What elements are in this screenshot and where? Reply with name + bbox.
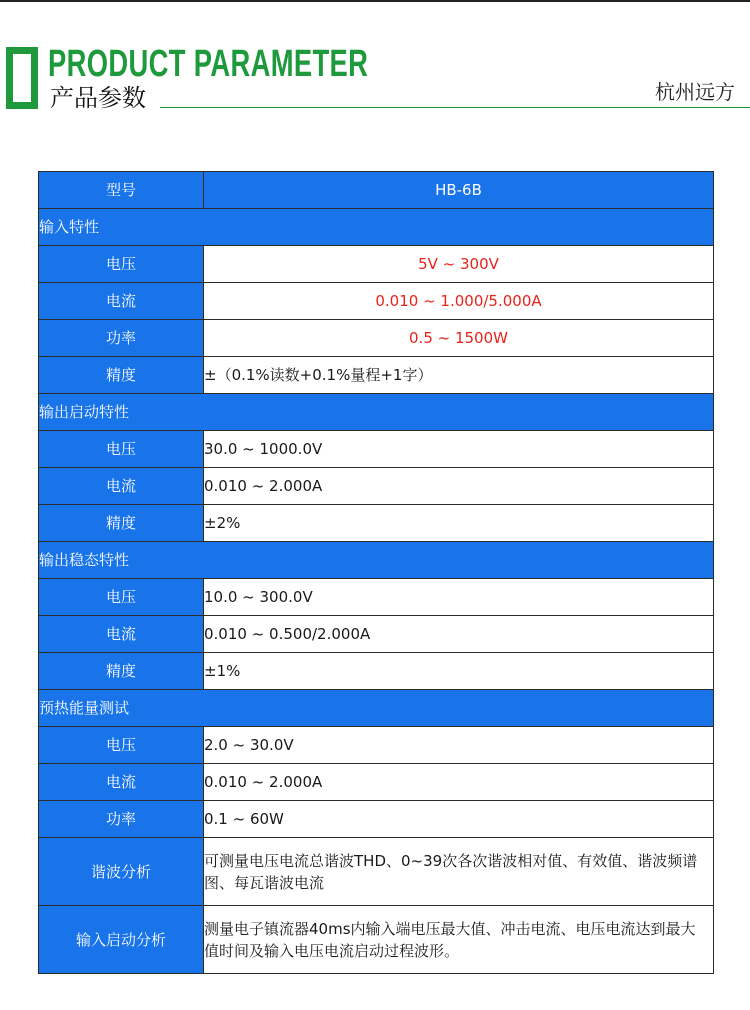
section-title-output-start: 输出启动特性 [39,394,714,431]
row-value: 0.010 ~ 1.000/5.000A [204,283,714,320]
model-value: HB-6B [204,172,714,209]
section-row-output-start [39,394,714,431]
row-value: 0.010 ~ 0.500/2.000A [204,616,714,653]
row-value: 0.010 ~ 2.000A [204,468,714,505]
row-label: 精度 [39,357,204,394]
page-title-chinese: 产品参数 [50,84,146,112]
table-row-harmonic [39,838,714,906]
row-label: 功率 [39,801,204,838]
table-row [39,653,714,690]
row-value: ±（0.1%读数+0.1%量程+1字） [204,357,714,394]
input-start-analysis-value: 测量电子镇流器40ms内输入端电压最大值、冲击电流、电压电流达到最大值时间及输入电压电流启动过程波形。 [204,906,714,974]
row-value: 5V ~ 300V [204,246,714,283]
row-label: 电流 [39,468,204,505]
row-value: ±2% [204,505,714,542]
table-row [39,505,714,542]
header-underline [160,107,750,108]
section-row-output-steady [39,542,714,579]
row-value: 0.5 ~ 1500W [204,320,714,357]
page-title-english: PRODUCT PARAMETER [48,43,369,85]
table-row [39,431,714,468]
table-row [39,727,714,764]
row-value: 30.0 ~ 1000.0V [204,431,714,468]
row-value: ±1% [204,653,714,690]
table-row [39,468,714,505]
table-row [39,283,714,320]
section-row-preheat [39,690,714,727]
row-label: 电流 [39,616,204,653]
row-label: 电压 [39,246,204,283]
section-title-input: 输入特性 [39,209,714,246]
section-title-preheat: 预热能量测试 [39,690,714,727]
input-start-analysis-label: 输入启动分析 [39,906,204,974]
harmonic-value: 可测量电压电流总谐波THD、0~39次各次谐波相对值、有效值、谐波频谱图、每瓦谐波电流 [204,838,714,906]
table-row [39,357,714,394]
harmonic-label: 谐波分析 [39,838,204,906]
row-label: 电流 [39,283,204,320]
row-label: 精度 [39,505,204,542]
table-row [39,764,714,801]
table-row [39,320,714,357]
row-label: 精度 [39,653,204,690]
section-row-input [39,209,714,246]
row-value: 2.0 ~ 30.0V [204,727,714,764]
table-row [39,579,714,616]
section-title-output-steady: 输出稳态特性 [39,542,714,579]
table-row-input-start-analysis [39,906,714,974]
row-label: 电流 [39,764,204,801]
row-label: 功率 [39,320,204,357]
product-parameter-table [38,171,714,974]
brand-name: 杭州远方 [655,80,735,104]
row-label: 电压 [39,579,204,616]
table-row-model [39,172,714,209]
row-value: 0.010 ~ 2.000A [204,764,714,801]
row-label: 电压 [39,727,204,764]
page-header [0,0,750,120]
table-row [39,616,714,653]
table-row [39,801,714,838]
model-label: 型号 [39,172,204,209]
row-value: 10.0 ~ 300.0V [204,579,714,616]
brand-mark-icon [6,47,38,109]
row-label: 电压 [39,431,204,468]
table-row [39,246,714,283]
row-value: 0.1 ~ 60W [204,801,714,838]
